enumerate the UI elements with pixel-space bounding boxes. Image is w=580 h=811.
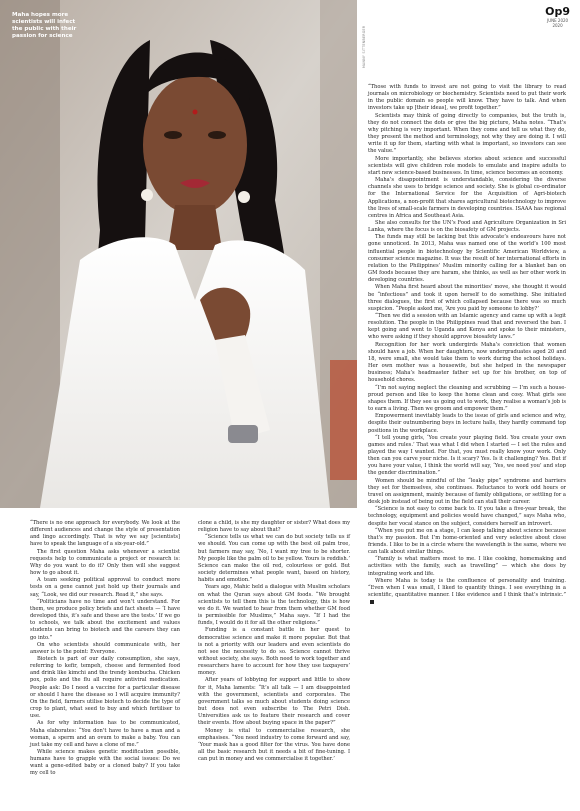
paragraph: A team seeking political approval to conduct more tests on a gene cannot just hold up their journals and say, “Look, we did our research. Read it,” she says. (30, 577, 180, 598)
paragraph: Maha’s disappointment is understandable, considering the diverse channels she uses to bridge science and society. She is global co-ordinator for the International Service for the Acquisition of Agri-biotech Applications, a non-profit that shares agricultural biotechnology to improve the lives of small-scale farmers in developing countries. ISAAA has regional centres in Africa and Southeast Asia. (368, 177, 566, 219)
paragraph: “Politicians have no time and won’t understand. For them, we produce policy briefs and fact sheets — ‘I have developed this, it’s safe and these are the tests.’ If we go to schools, we talk about the excitement and values students can bring to biotech and the careers they can go into.” (30, 598, 180, 641)
paragraph: Biotech is part of our daily consumption, she says, referring to kefir, tempeh, cheese and fermented food and drink like kimchi and the trendy kombucha. Chicken pox, polio and the flu all require antiviral medication. People ask: Do I need a vaccine for a particular disease or should I have the disease so I will acquire immunity? On the field, farmers utilise biotech to decide the type of crop to plant, what seed to buy and which fertiliser to use. (30, 655, 180, 720)
paragraph: As for why information has to be communicated, Maha elaborates: “You don’t have to have a man and a woman, a sperm and an ovum to make a baby. You can just take my cell and have a clone of me.” (30, 720, 180, 748)
column-3 (368, 84, 566, 606)
paragraph: More importantly, she believes stories about science and successful scientists will give children role models to emulate and inspire adults to start new science-based businesses. In time, science becomes an economy. (368, 155, 566, 176)
paragraph: “I tell young girls, ‘You create your playing field. You create your own games and rules.’ That was what I did when I started — I set the rules and played the way I wanted. For that, you must really know your work. Only then can you carve your niche. Is it scary? Yes. Is it challenging? Yes. But if you have your value, I think the world will say, ‘Yes, we need you’ and stop the gender discrimination.” (368, 434, 566, 477)
column-1 (30, 520, 180, 778)
section-label: Op9 (545, 5, 570, 18)
paragraph: Scientists may think of going directly to companies, but the truth is, they do not connect the dots or give the big picture, Maha notes. “That’s why pitching is very important. When they come and tell us what they do, they present the method and terminology, not why they are doing it. I will write it up for them, starting with what is important, so investors can see the value.” (368, 112, 566, 155)
paragraph: “There is no one approach for everybody. We look at the different audiences and change the style of presentation and lingo accordingly. That is why we say [scientists] have to speak the language of a six-year-old.” (30, 520, 180, 548)
photo-credit: MANNY SITTENBERGER (362, 25, 366, 68)
paragraph: clone a child, is she my daughter or sister? What does my religion have to say about that? (198, 520, 350, 534)
paragraph: “I’m not saying neglect the cleaning and scrubbing — I’m such a house-proud person and like to keep the home clean and cosy. What girls see shapes them. If they see us going out to work, they realise a woman’s job is to earn a living. Then we groom and empower them.” (368, 384, 566, 413)
portrait-illustration (0, 0, 357, 508)
paragraph: On who scientists should communicate with, her answer is to the point: Everyone. (30, 641, 180, 655)
paragraph: After years of lobbying for support and little to show for it, Maha laments: “It’s all talk — I am disappointed with the government, scientists and corporates. The government talks so much about students doing science but does not even subscribe to The Petri Dish. Universities ask us to feature their research and cover their events. How about buying space in the paper?” (198, 677, 350, 727)
page-tag (545, 6, 570, 28)
paragraph: “Science tells us what we can do but society tells us if we should. You can come up with the best oil palm tree, but farmers may say, ‘No, I want my tree to be shorter. My people like the palm oil to be yellow. Yours is reddish.’ Science can make the oil red, colourless or gold. But society determines what people want, based on history, habits and emotion.” (198, 534, 350, 584)
paragraph: “Science is not easy to come back to. If you take a five-year break, the technology, equipment and policies would have changed,” says Maha who, despite her vocal stance on the subject, considers herself an introvert. (368, 506, 566, 527)
paragraph: “When you put me on a stage, I can keep talking about science because that’s my passion. But I’m home-oriented and very selective about close friends. I like to be in a circle where the wavelength is the same, where we can talk about similar things. (368, 527, 566, 556)
paragraph: Empowerment inevitably leads to the issue of girls and science and why, despite their outnumbering boys in lecture halls, they hardly command top positions in the workplace. (368, 413, 566, 434)
paragraph-final (368, 578, 566, 607)
paragraph: “Then we did a session with an Islamic agency and came up with a legit resolution. The people in the Philippines read that and reversed the ban. I kept going and went to Uganda and Kenya and spoke to their ministers, who were asking if they should approve biosafety laws.” (368, 313, 566, 341)
portrait-photo (0, 0, 357, 508)
paragraph-text: Where Maha is today is the confluence of personality and training. “Even when I was small, I liked to quantify things. I see everything in a scientific, quantitative manner. I like evidence and I think that’s intrinsic.” (368, 577, 566, 599)
issue-date: JUNE 2020 (547, 18, 569, 23)
paragraph: The funds may still be lacking but this advocate’s endeavours have not gone unnoticed. In 2013, Maha was named one of the world’s 100 most influential people in biotechnology by Scientific American Worldview, a consumer science magazine. It was the result of her international efforts in relation to the Philippines’ Muslim minority calling for a blanket ban on GM foods because they are haram, she thinks, as well as her other work in developing countries. (368, 234, 566, 284)
paragraph: Years ago, Mahic held a dialogue with Muslim scholars on what the Quran says about GM foods. “We brought scientists to tell them this is the technology, this is how we do it. We wanted to hear from them whether GM food is permissible for Muslims,” Maha says. “If I had the funds, I would do it for all the other religions.” (198, 584, 350, 627)
paragraph: Recognition for her work undergirds Maha’s conviction that women should have a job. When her daughters, now undergraduates aged 20 and 18, were small, she would take them to work during the school holidays. Her own mother was a housewife, but she helped in the newspaper business; Maha’s headmaster father set up for his brother, on top of household chores. (368, 341, 566, 384)
paragraph: Women should be mindful of the “leaky pipe” syndrome and barriers they set for themselves, she continues. Reluctance to work odd hours or travel on assignment, mainly because of family obligations, or settling for a desk job instead of being out in the field can stall their career. (368, 477, 566, 506)
paragraph: Money is vital to commercialise research, she emphasises. “You need industry to come forward and say, ‘Your mask has a good filter for the virus. You have done all the basic research but it needs a bit of fine-tuning. I can put in money and we commercialise it together.’ (198, 727, 350, 763)
end-mark-icon (370, 600, 374, 604)
paragraph: While science makes genetic modification possible, humans have to grapple with the social issues: Do we want a gene-edited baby or a cloned baby? If you take my cell to (30, 749, 180, 777)
paragraph: She also consults for the UN’s Food and Agriculture Organization in Sri Lanka, where the focus is on the biosafety of GM projects. (368, 219, 566, 234)
photo-caption: Maha hopes more scientists will infect the public with their passion for science (12, 12, 77, 39)
column-2 (198, 520, 350, 763)
paragraph: The first question Maha asks whenever a scientist requests help to communicate a project or research is: Why do you want to do it? Only then will she suggest how to go about it. (30, 548, 180, 577)
paragraph: Funding is a constant battle in her quest to democratise science and make it more popular. But that is not a priority with our leaders and even scientists do not see the necessity to do so. Science cannot thrive without society, she says. Both need to work together and researchers have to account for how they use taxpayers’ money. (198, 627, 350, 677)
paragraph: “Family is what matters most to me. I like cooking, homemaking and activities with the family, such as travelling” — which she does by integrating work and life. (368, 556, 566, 577)
paragraph: “Those with funds to invest are not going to visit the library to read journals on microbiology or biochemistry. Scientists need to put their work in the public domain so people will know. They have to talk. And when investors take up [their ideas], we profit together.” (368, 84, 566, 112)
issue-year: 2020 (552, 23, 563, 28)
paragraph: When Maha first heard about the minorities’ move, she thought it would be “infectious” and took it upon herself to do something. She initiated three dialogues, the first of which collapsed because there was so much suspicion. “People asked me, ‘Are you paid by someone to lobby?’ (368, 284, 566, 312)
